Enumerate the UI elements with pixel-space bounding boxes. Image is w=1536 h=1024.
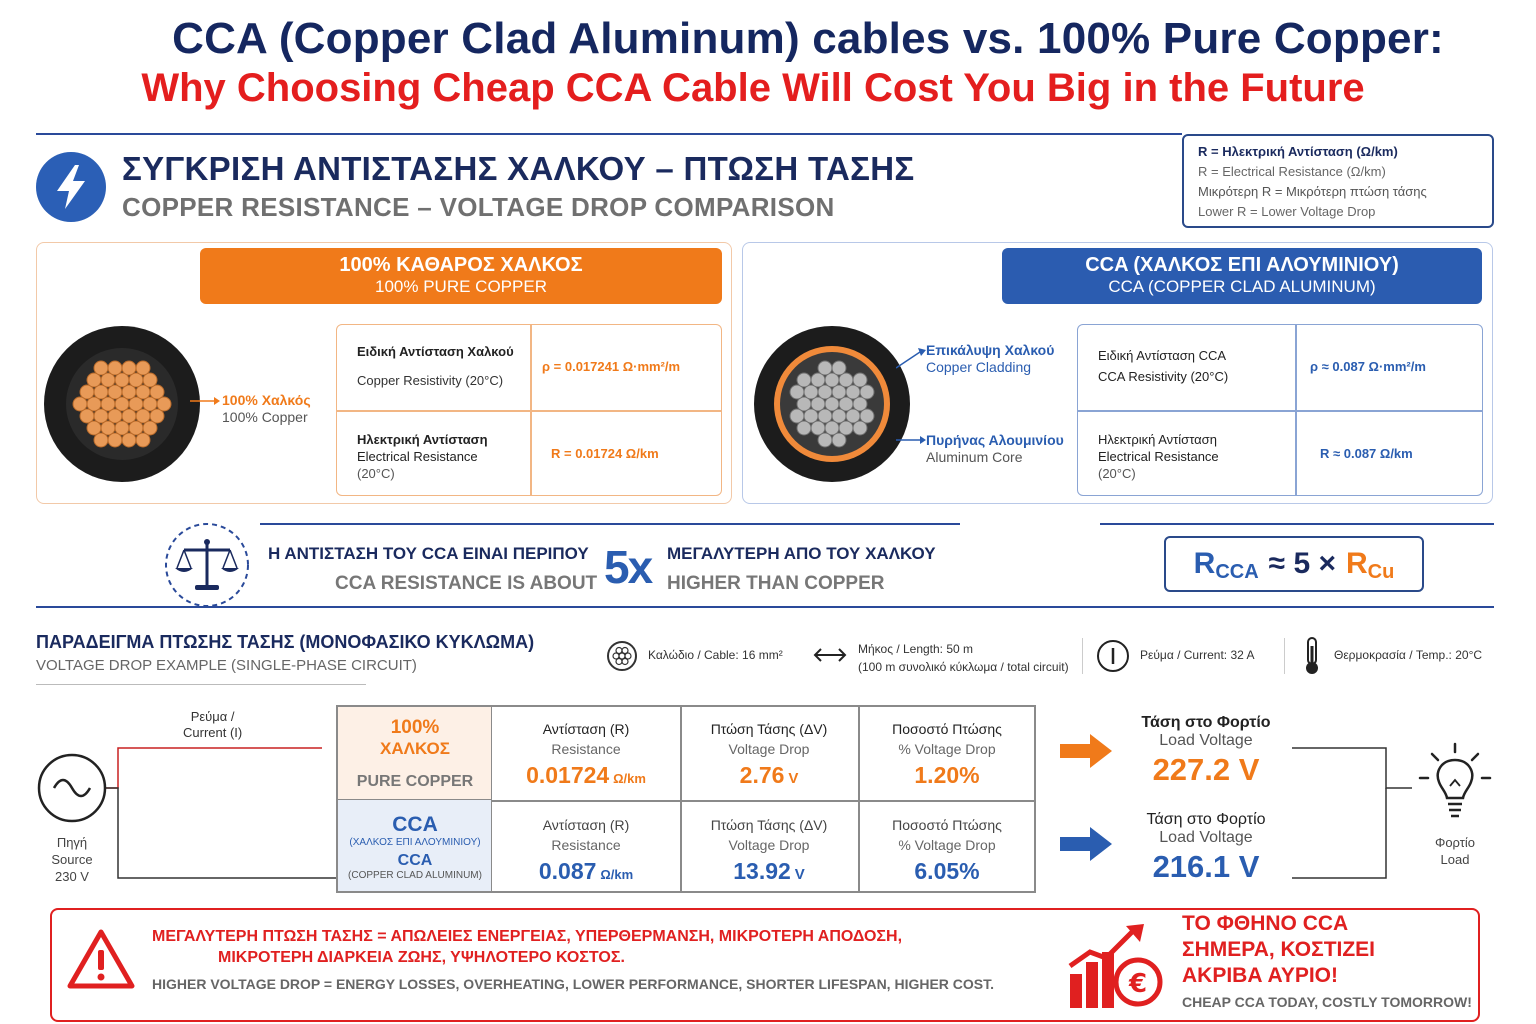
cca-resistivity-label-greek: Ειδική Αντίσταση CCA [1098,348,1227,363]
cca-resistivity-value: ρ ≈ 0.087 Ω·mm²/m [1310,359,1426,374]
warning-text-greek-2: ΜΙΚΡΟΤΕΡΗ ΔΙΑΡΚΕΙΑ ΖΩΗΣ, ΥΨΗΛΟΤΕΡΟ ΚΟΣΤΟΣ. [218,949,625,966]
formula-sub-cu: Cu [1367,560,1395,583]
current-param-label: Ρεύμα / Current: [1140,648,1228,662]
copper-banner-english: 100% PURE COPPER [375,277,547,296]
cca-banner [1002,248,1482,304]
cca-resistance-label-greek: Ηλεκτρική Αντίσταση [1098,432,1217,447]
cu-voltage-drop-value: 2.76 [739,762,785,788]
temp-param-value: 20°C [1455,648,1483,662]
cca-load-voltage-label-english: Load Voltage [1159,829,1253,846]
current-label-line-1: Ρεύμα / [190,709,235,724]
cu-load-voltage-label-greek: Τάση στο Φορτίο [1141,714,1271,731]
cca-voltage-drop-unit: V [794,866,805,883]
voltage-drop-table [336,705,1036,893]
formula-sub-cca: CCA [1215,560,1259,583]
cu-vd-header-english: Voltage Drop [728,741,810,757]
cu-resistance-value: 0.01724 [526,762,610,788]
cca-load-voltage-value: 216.1 V [1152,849,1260,884]
length-param-note: (100 m συνολικό κύκλωμα / total circuit) [858,660,1069,674]
load-label [1420,834,1490,868]
cu-resistance-header-greek: Αντίσταση (R) [542,721,630,737]
cladding-label-arrow [896,346,926,370]
copper-label-arrow [190,396,220,406]
legend-line-1: R = Ηλεκτρική Αντίσταση (Ω/km) [1198,144,1398,159]
legend-line-2: R = Electrical Resistance (Ω/km) [1198,164,1386,179]
cheap-cca-text-english: CHEAP CCA TODAY, COSTLY TOMORROW! [1182,994,1472,1010]
cca-resistance-value: R ≈ 0.087 Ω/km [1320,446,1413,461]
copper-resistance-label-english: Electrical Resistance [357,449,478,464]
copper-label-english: 100% Copper [222,409,308,425]
cable-icon [606,640,638,672]
copper-banner [200,248,722,304]
copper-resistivity-label-english: Copper Resistivity (20°C) [357,373,504,388]
copper-resistance-value: R = 0.01724 Ω/km [551,446,659,461]
cheap-cca-text-3: ΑΚΡΙΒΑ ΑΥΡΙΟ! [1182,964,1338,987]
scale-icon [164,522,250,608]
copper-banner-greek: 100% ΚΑΘΑΡΟΣ ΧΑΛΚΟΣ [339,254,583,276]
example-underline [36,684,366,685]
warning-icon [66,928,136,990]
cable-param-label: Καλώδιο / Cable: [648,648,739,662]
cca-row-name-4: (COPPER CLAD ALUMINUM) [348,870,482,881]
lightbulb-icon [1414,742,1496,828]
copper-arrow-icon [1060,734,1112,768]
cu-load-voltage-value: 227.2 V [1152,752,1260,787]
copper-resistivity-label-greek: Ειδική Αντίσταση Χαλκού [357,344,514,359]
cca-resistance-temp: (20°C) [1098,466,1136,481]
thermometer-icon [1300,636,1324,676]
warning-text-english: HIGHER VOLTAGE DROP = ENERGY LOSSES, OVERHEATING, LOWER PERFORMANCE, SHORTER LIFESPAN, HIGHER COST. [152,976,995,992]
warning-text-greek-1: ΜΕΓΑΛΥΤΕΡΗ ΠΤΩΣΗ ΤΑΣΗΣ = ΑΠΩΛΕΙΕΣ ΕΝΕΡΓΕΙΑΣ, ΥΠΕΡΘΕΡΜΑΝΣΗ, ΜΙΚΡΟΤΕΡΗ ΑΠΟΔΟΣΗ, [152,928,903,945]
cca-banner-english: CCA (COPPER CLAD ALUMINUM) [1108,277,1376,296]
resistance-legend [1182,134,1494,228]
param-divider-1 [1082,638,1083,674]
param-divider-2 [1284,638,1285,674]
ratio-formula [1164,536,1424,592]
copper-resistivity-value: ρ = 0.017241 Ω·mm²/m [542,359,681,374]
cheap-cca-text-2: ΣΗΜΕΡΑ, ΚΟΣΤΙΖΕΙ [1182,938,1376,961]
copper-resistance-label-greek: Ηλεκτρική Αντίσταση [357,432,488,447]
cca-voltage-drop-value: 13.92 [733,858,791,884]
cca-resistance-cell-unit: Ω/km [600,867,634,882]
temp-param-label: Θερμοκρασία / Temp.: [1334,648,1452,662]
legend-line-3: Μικρότερη R = Μικρότερη πτώση τάσης [1198,184,1427,199]
section-title-english: COPPER RESISTANCE – VOLTAGE DROP COMPARISON [122,192,835,222]
length-param-label: Μήκος / Length: [858,642,944,656]
example-title-english: VOLTAGE DROP EXAMPLE (SINGLE-PHASE CIRCUIT) [36,657,417,674]
core-label-arrow [896,435,926,445]
core-label-greek: Πυρήνας Αλουμινίου [926,432,1064,448]
cu-pct-value: 1.20% [914,762,980,788]
source-label-english: Source [51,852,93,867]
copper-cable-cross-section [42,324,202,484]
cu-resistance-unit: Ω/km [613,771,646,786]
copper-resistance-temp: (20°C) [357,466,395,481]
current-arrow-label [183,709,242,741]
copper-row-name-3: PURE COPPER [356,773,474,790]
lightning-icon [36,152,106,222]
copper-label-greek: 100% Χαλκός [222,392,311,408]
current-param-value: 32 A [1230,648,1255,662]
svg-text:€: € [1128,969,1148,999]
ratio-bottom-line [36,606,1494,608]
ratio-top-line-right [1100,523,1494,525]
cca-pct-value: 6.05% [914,858,980,884]
cca-pct-header-greek: Ποσοστό Πτώσης [892,817,1002,833]
cladding-label-greek: Επικάλυψη Χαλκού [926,342,1055,358]
ratio-text-greek-left: Η ΑΝΤΙΣΤΑΣΗ ΤΟΥ CCA ΕΙΝΑΙ ΠΕΡΙΠΟΥ [268,544,589,563]
core-label-english: Aluminum Core [926,449,1023,465]
length-param-value: 50 m [946,642,974,656]
main-title: CCA (Copper Clad Aluminum) cables vs. 100% Pure Copper: [172,14,1444,63]
cu-pct-header-greek: Ποσοστό Πτώσης [892,721,1002,737]
formula-multiplier: ≈ 5 × [1268,547,1336,580]
cca-load-voltage-label-greek: Τάση στο Φορτίο [1146,811,1266,828]
cu-vd-header-greek: Πτώση Τάσης (ΔV) [710,721,828,737]
main-subtitle: Why Choosing Cheap CCA Cable Will Cost You Big in the Future [141,66,1365,110]
cca-resistivity-label-english: CCA Resistivity (20°C) [1098,369,1229,384]
cca-cable-cross-section [752,324,912,484]
cca-resistance-header-greek: Αντίσταση (R) [542,817,630,833]
rising-cost-icon [1066,922,1166,1012]
formula-r-cca: R [1193,547,1216,580]
ac-source-icon [36,752,108,824]
example-title-greek: ΠΑΡΑΔΕΙΓΜΑ ΠΤΩΣΗΣ ΤΑΣΗΣ (ΜΟΝΟΦΑΣΙΚΟ ΚΥΚΛΩΜΑ) [36,632,535,652]
cca-row-name-3: CCA [397,852,433,869]
cca-arrow-icon [1060,827,1112,861]
ratio-top-line [260,523,960,525]
cu-load-voltage-label-english: Load Voltage [1159,732,1253,749]
ratio-text-english-right: HIGHER THAN COPPER [667,573,885,594]
source-voltage: 230 V [55,869,89,884]
cca-pct-header-english: % Voltage Drop [898,837,996,853]
load-label-english: Load [1440,852,1470,867]
cca-resistance-header-english: Resistance [551,837,621,853]
current-label-line-2: Current (I) [183,725,243,740]
cca-spec-table [1077,324,1483,496]
copper-spec-table [336,324,722,496]
current-icon [1096,639,1130,673]
copper-row-name-1: 100% [390,717,440,738]
cca-row-name-1: CCA [392,813,438,836]
source-label [40,834,104,885]
cca-vd-header-greek: Πτώση Τάσης (ΔV) [710,817,828,833]
length-arrow-icon [812,646,848,664]
cca-banner-greek: CCA (ΧΑΛΚΟΣ ΕΠΙ ΑΛΟΥΜΙΝΙΟΥ) [1085,254,1399,276]
cu-voltage-drop-unit: V [788,770,799,787]
section-title-greek: ΣΥΓΚΡΙΣΗ ΑΝΤΙΣΤΑΣΗΣ ΧΑΛΚΟΥ – ΠΤΩΣΗ ΤΑΣΗΣ [122,150,915,187]
cu-resistance-header-english: Resistance [551,741,621,757]
cca-row-name-2: (ΧΑΛΚΟΣ ΕΠΙ ΑΛΟΥΜΙΝΙΟΥ) [349,837,481,848]
header-divider [36,133,1182,135]
warning-box [50,908,1480,1022]
ratio-factor: 5x [604,541,652,593]
copper-row-name-2: ΧΑΛΚΟΣ [380,739,450,758]
cca-vd-header-english: Voltage Drop [728,837,810,853]
legend-line-4: Lower R = Lower Voltage Drop [1198,204,1376,219]
cca-resistance-label-english: Electrical Resistance [1098,449,1219,464]
ratio-text-english-left: CCA RESISTANCE IS ABOUT [335,573,598,594]
cladding-label-english: Copper Cladding [926,359,1032,375]
load-label-greek: Φορτίο [1434,835,1476,850]
ratio-text-greek-right: ΜΕΓΑΛΥΤΕΡΗ ΑΠΟ ΤΟΥ ΧΑΛΚΟΥ [667,544,936,563]
cable-param-value: 16 mm² [742,648,783,662]
cheap-cca-text-1: ΤΟ ΦΘΗΝΟ CCA [1182,912,1349,935]
formula-r-cu: R [1346,547,1368,580]
cu-pct-header-english: % Voltage Drop [898,741,996,757]
source-label-greek: Πηγή [56,835,88,850]
cca-resistance-cell-value: 0.087 [538,858,597,884]
